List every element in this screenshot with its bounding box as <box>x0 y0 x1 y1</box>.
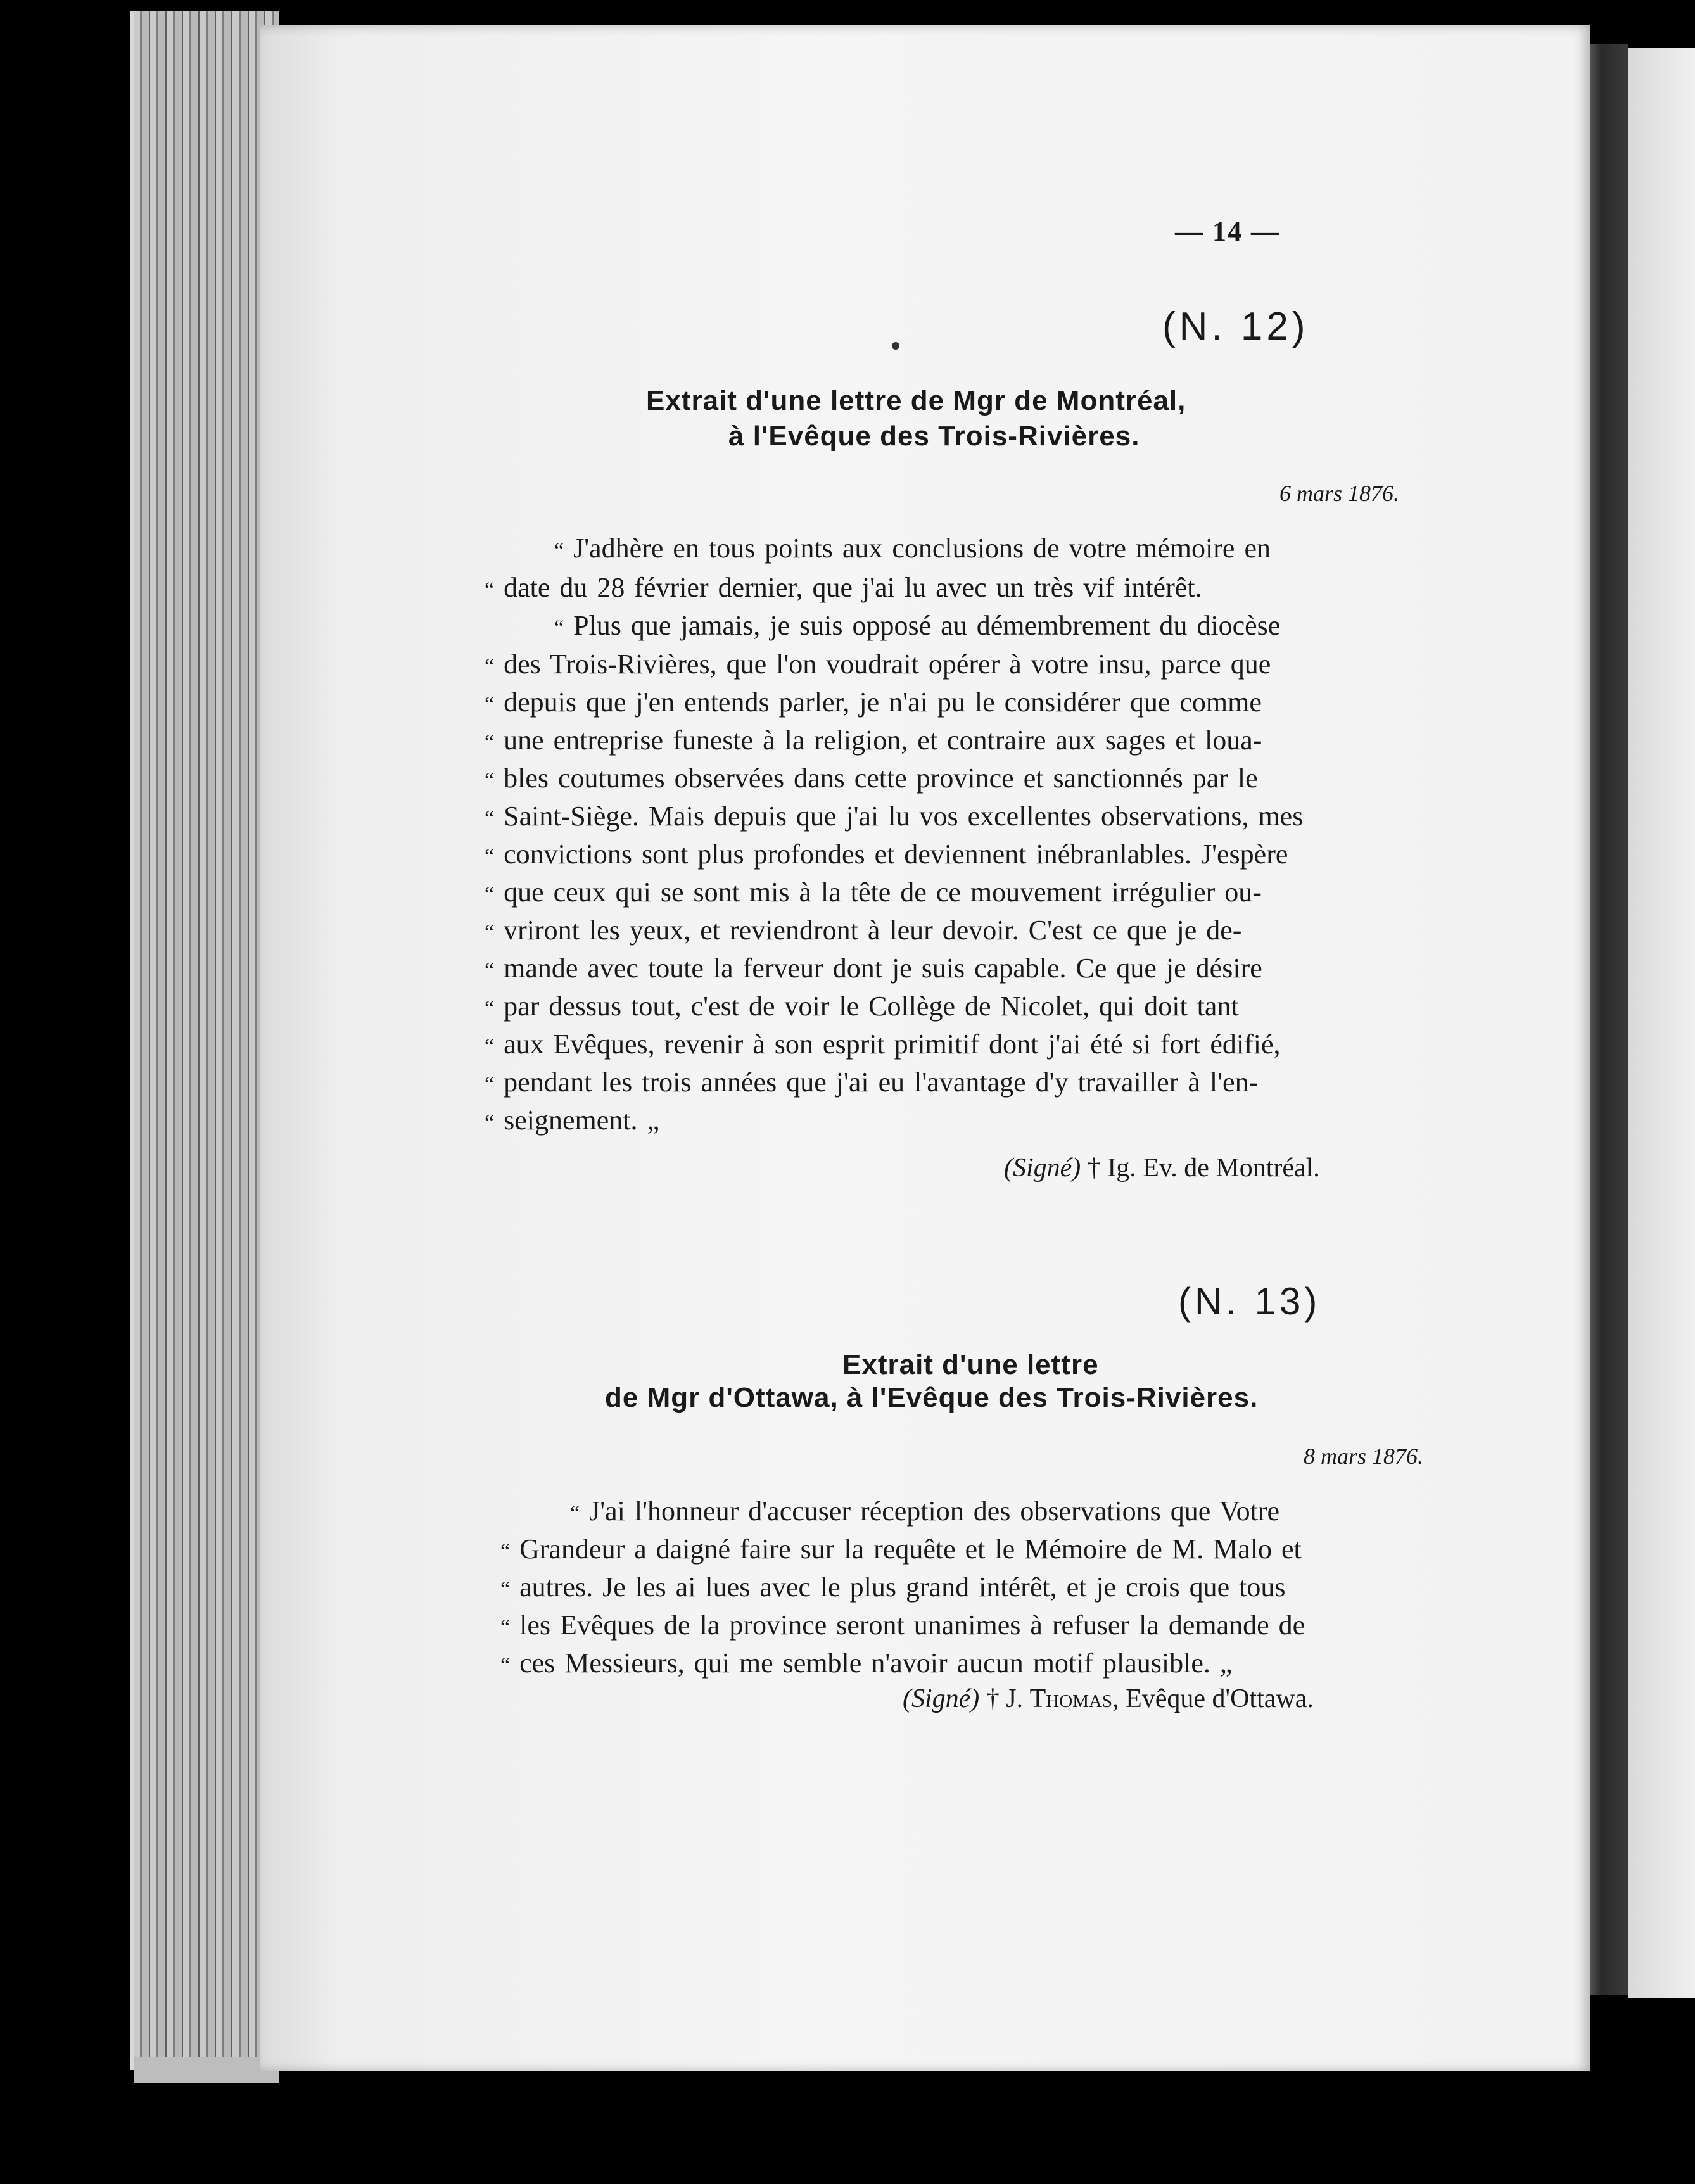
body-line: “ les Evêques de la province seront unanimes à refuser la demande de <box>500 1609 1305 1641</box>
body-line: “ vriront les yeux, et reviendront à leur devoir. C'est ce que je de- <box>485 915 1242 946</box>
body-line: “ date du 28 février dernier, que j'ai lu avec un très vif intérêt. <box>485 572 1202 603</box>
book-binding <box>1584 44 1628 1995</box>
body-line: “ une entreprise funeste à la religion, et contraire aux sages et loua- <box>485 725 1262 756</box>
document-page <box>260 25 1590 2071</box>
body-line: “ J'ai l'honneur d'accuser réception des observations que Votre <box>570 1495 1280 1527</box>
body-line: “ ces Messieurs, qui me semble n'avoir aucun motif plausible. „ <box>500 1648 1233 1679</box>
body-line: “ par dessus tout, c'est de voir le Collège de Nicolet, qui doit tant <box>485 991 1239 1022</box>
section-12-signature: (Signé) † Ig. Ev. de Montréal. <box>1004 1153 1320 1183</box>
cross-mark: † <box>1087 1153 1101 1183</box>
body-line: “ seignement. „ <box>485 1105 660 1136</box>
section-13-signature: (Signé) † J. Thomas, Evêque d'Ottawa. <box>903 1684 1314 1713</box>
section-13-title-line-1: Extrait d'une lettre <box>842 1349 1099 1380</box>
body-line: “ depuis que j'en entends parler, je n'ai pu le considérer que comme <box>485 687 1262 718</box>
body-line: “ mande avec toute la ferveur dont je suis capable. Ce que je désire <box>485 953 1262 984</box>
section-13-heading: (N. 13) <box>1178 1280 1321 1323</box>
body-line: “ convictions sont plus profondes et deviennent inébranlables. J'espère <box>485 839 1288 870</box>
body-line: “ autres. Je les ai lues avec le plus grand intérêt, et je crois que tous <box>500 1571 1286 1603</box>
body-line: “ Grandeur a daigné faire sur la requête et le Mémoire de M. Malo et <box>500 1533 1302 1565</box>
facing-page-edge <box>1628 48 1695 1998</box>
body-line: “ que ceux qui se sont mis à la tête de ce mouvement irrégulier ou- <box>485 877 1262 908</box>
body-line: “ bles coutumes observées dans cette province et sanctionnés par le <box>485 763 1258 794</box>
section-13-title-line-2: de Mgr d'Ottawa, à l'Evêque des Trois-Rivières. <box>605 1382 1259 1413</box>
section-12-date: 6 mars 1876. <box>1279 481 1400 506</box>
section-12-title-line-1: Extrait d'une lettre de Mgr de Montréal, <box>646 385 1186 416</box>
body-line: “ Plus que jamais, je suis opposé au démembrement du diocèse <box>554 610 1281 641</box>
cross-mark: † <box>986 1684 1000 1713</box>
body-line: “ aux Evêques, revenir à son esprit primitif dont j'ai été si fort édifié, <box>485 1029 1281 1060</box>
body-line: “ pendant les trois années que j'ai eu l'avantage d'y travailler à l'en- <box>485 1067 1259 1098</box>
section-12-title-line-2: à l'Evêque des Trois-Rivières. <box>728 421 1140 452</box>
section-13-date: 8 mars 1876. <box>1304 1444 1424 1469</box>
section-12-heading: (N. 12) <box>1162 305 1309 348</box>
body-line: “ Saint-Siège. Mais depuis que j'ai lu vos excellentes observations, mes <box>485 801 1304 832</box>
page-edges <box>130 11 279 2070</box>
ink-fleck <box>892 342 899 350</box>
body-line: “ J'adhère en tous points aux conclusions de votre mémoire en <box>554 533 1271 564</box>
body-line: “ des Trois-Rivières, que l'on voudrait opérer à votre insu, parce que <box>485 649 1271 680</box>
page-number: — 14 — <box>1175 216 1280 247</box>
